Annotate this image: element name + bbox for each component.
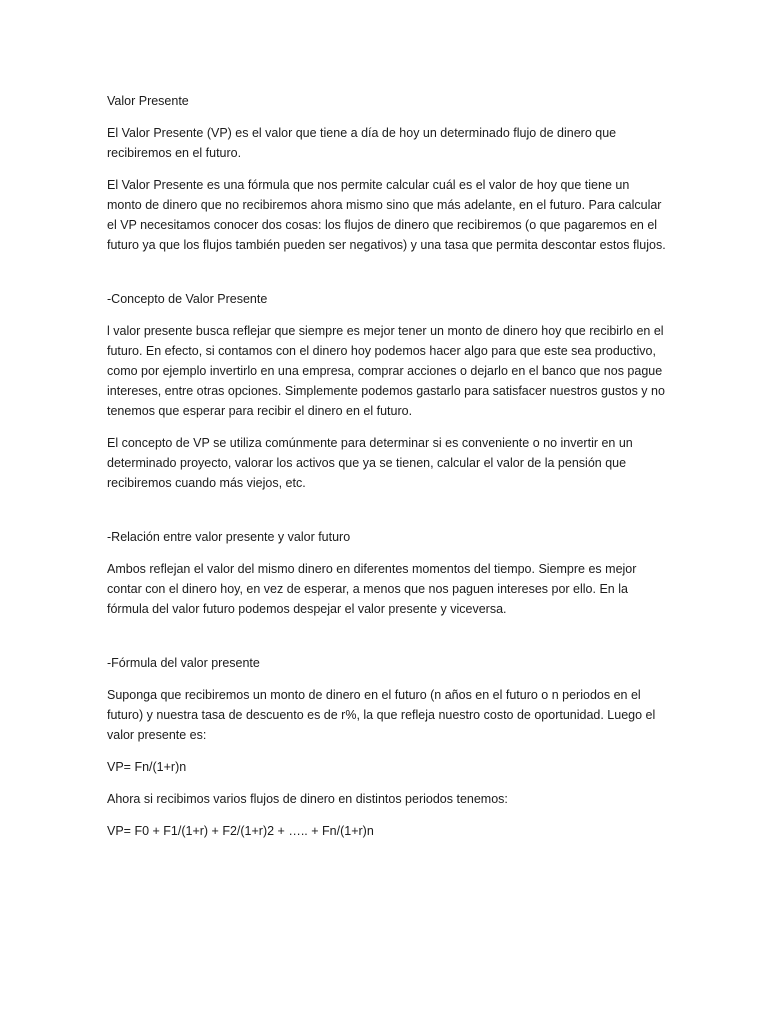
intro-paragraph-1: El Valor Presente (VP) es el valor que tiene a día de hoy un determinado flujo de dinero que recibiremos en el futuro. (107, 126, 617, 160)
document-title: Valor Presente (107, 94, 189, 108)
concepto-paragraph-2: El concepto de VP se utiliza comúnmente para determinar si es conveniente o no invertir en un determinado proyecto, valorar los activos que ya se tienen, calcular el valor de la pensión que recibiremos cuando más viejos, etc. (107, 436, 633, 490)
document-body (107, 91, 667, 853)
formula-paragraph-2: Ahora si recibimos varios flujos de dinero en distintos periodos tenemos: (107, 792, 508, 806)
section-heading-formula: -Fórmula del valor presente (107, 656, 260, 670)
formula-paragraph-1: Suponga que recibiremos un monto de dinero en el futuro (n años en el futuro o n periodos en el futuro) y nuestra tasa de descuento es de r%, la que refleja nuestro costo de oportunidad. Luego el valor presente es: (107, 688, 656, 742)
intro-paragraph-2: El Valor Presente es una fórmula que nos permite calcular cuál es el valor de hoy que tiene un monto de dinero que no recibiremos ahora mismo sino que más adelante, en el futuro. Para calcular el VP necesitamos conocer dos cosas: los flujos de dinero que recibiremos (o que pagaremos en el futuro ya que los flujos también pueden ser negativos) y una tasa que permita descontar estos flujos. (107, 178, 666, 252)
relacion-paragraph-1: Ambos reflejan el valor del mismo dinero en diferentes momentos del tiempo. Siempre es mejor contar con el dinero hoy, en vez de esperar, a menos que nos paguen intereses por ello. En la fórmula del valor futuro podemos despejar el valor presente y viceversa. (107, 562, 637, 616)
section-heading-concepto: -Concepto de Valor Presente (107, 292, 268, 306)
formula-single-flow: VP= Fn/(1+r)n (107, 760, 187, 774)
formula-multiple-flows: VP= F0 + F1/(1+r) + F2/(1+r)2 + ….. + Fn/(1+r)n (107, 824, 374, 838)
concepto-paragraph-1: l valor presente busca reflejar que siempre es mejor tener un monto de dinero hoy que recibirlo en el futuro. En efecto, si contamos con el dinero hoy podemos hacer algo para que este sea productivo, como por ejemplo invertirlo en una empresa, comprar acciones o dejarlo en el banco que nos pague intereses, entre otras opciones. Simplemente podemos gastarlo para satisfacer nuestros gustos y no tenemos que esperar para recibir el dinero en el futuro. (107, 324, 665, 418)
section-heading-relacion: -Relación entre valor presente y valor futuro (107, 530, 351, 544)
